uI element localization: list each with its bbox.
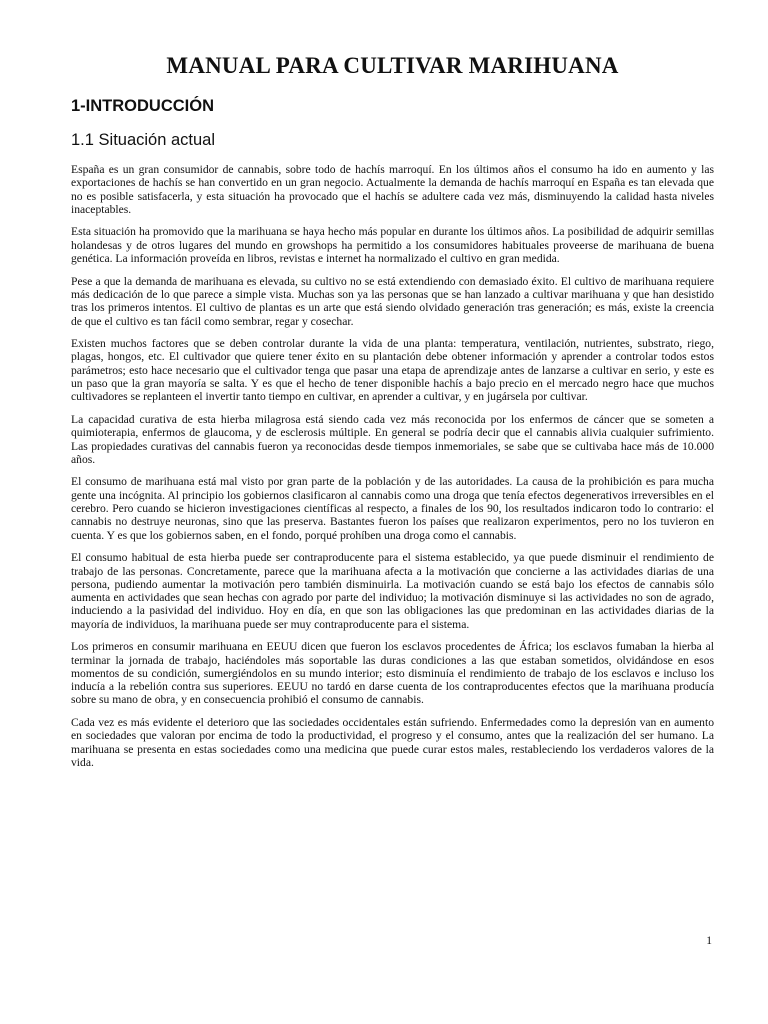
document-title: MANUAL PARA CULTIVAR MARIHUANA <box>166 53 619 78</box>
paragraph: Pese a que la demanda de marihuana es elevada, su cultivo no se está extendiendo con demasiado éxito. El cultivo de marihuana requiere más dedicación de lo que parece a simple vista. Muchas son ya las personas que se han lanzado a cultivar marihuana y que han desistido tras los primeros intentos. El cultivo de plantas es un arte que está siendo olvidado generación tras generación; es más, existe la creencia de que el cultivo es tan fácil como sembrar, regar y cosechar. <box>71 274 714 328</box>
paragraph: El consumo habitual de esta hierba puede ser contraproducente para el sistema establecido, ya que puede disminuir el rendimiento de trabajo de las personas. Concretamente, parece que la marihuana afecta a la motivación que concierne a las actividades diarias de una persona, pudiendo aumentar la motivación pero también disminuirla. La motivación cuando se está bajo los efectos de cannabis sólo aumenta en actividades que sean hechas con agrado por parte del individuo; la motivación disminuye si las actividades no son de agrado, induciendo a la pasividad del individuo. Hoy en día, en que son las obligaciones las que predominan en las actividades diarias de la mayoría de individuos, la marihuana puede ser muy contraproducente para el sistema. <box>71 551 714 631</box>
paragraph: Esta situación ha promovido que la marihuana se haya hecho más popular en durante los últimos años. La posibilidad de adquirir semillas holandesas y de otros lugares del mundo en growshops ha permitido a los consumidores habituales proveerse de marihuana de buena genética. La información proveída en libros, revistas e internet ha normalizado el cultivo en gran medida. <box>71 225 714 266</box>
subsection-heading: 1.1 Situación actual <box>71 131 216 149</box>
paragraph: España es un gran consumidor de cannabis, sobre todo de hachís marroquí. En los últimos años el consumo ha ido en aumento y las exportaciones de hachís se han convertido en un gran negocio. Actualmente la demanda de hachís marroquí en España es tan elevada que no es posible satisfacerla, y esta situación ha provocado que el hachís se adultere cada vez más, disminuyendo la calidad hasta niveles inaceptables. <box>71 163 714 216</box>
page-number: 1 <box>706 935 712 947</box>
section-heading: 1-INTRODUCCIÓN <box>71 97 214 115</box>
paragraph: Los primeros en consumir marihuana en EEUU dicen que fueron los esclavos procedentes de África; los esclavos fumaban la hierba al terminar la jornada de trabajo, haciéndoles más soportable las duras condiciones a las que estaban sometidos, olvidándose en esos momentos de su condición, sumergiéndolos en su mundo interior; esto disminuía el rendimiento de trabajo de los esclavos e incluso los inducía a la rebelión contra sus superiores. EEUU no tardó en darse cuenta de los contraproducentes efectos que la marihuana producía sobre su mano de obra, y en consecuencia prohibió el consumo de cannabis. <box>71 640 714 707</box>
paragraph: Cada vez es más evidente el deterioro que las sociedades occidentales están sufriendo. Enfermedades como la depresión van en aumento en sociedades que valoran por encima de todo la productividad, el progreso y el consumo, antes que la realización del ser humano. La marihuana se presenta en estas sociedades como una medicina que puede curar estos males, restableciendo los verdaderos valores de la vida. <box>71 716 714 769</box>
paragraph: La capacidad curativa de esta hierba milagrosa está siendo cada vez más reconocida por los enfermos de cáncer que se someten a quimioterapia, enfermos de glaucoma, y de esclerosis múltiple. En general se podría decir que el cannabis alivia cualquier sufrimiento. Las propiedades curativas del cannabis fueron ya reconocidas desde tiempos inmemoriales, se sabe que se cultivaba hace más de 10.000 años. <box>71 412 714 466</box>
paragraph: Existen muchos factores que se deben controlar durante la vida de una planta: temperatura, ventilación, nutrientes, substrato, riego, plagas, hongos, etc. El cultivador que quiere tener éxito en su plantación debe obtener información y aprender a controlar todos estos parámetros; esto hace necesario que el cultivador tenga que pasar una etapa de aprendizaje antes de lanzarse a cultivar en serio, y este es un paso que la gran mayoría se salta. Y es que el hecho de tener disponible hachís a bajo precio en el mercado negro hace que muchos cultivadores se replanteen el invertir tanto tiempo en cultivar, en aprender a cultivar, y en jugársela por cultivar. <box>71 337 714 404</box>
paragraph: El consumo de marihuana está mal visto por gran parte de la población y de las autoridades. La causa de la prohibición es para mucha gente una incógnita. Al principio los gobiernos clasificaron al cannabis como una droga que tenía efectos degenerativos irreversibles en el cerebro. Pero cuando se hicieron investigaciones científicas al respecto, a finales de los 90, los resultados indicaron todo lo contrario: el cannabis no destruye neuronas, sino que las preserva. Bastantes fueron los países que realizaron experimentos, pero no los tuvieron en cuenta. Y es que los gobiernos saben, en el fondo, porqué prohíben una droga como el cannabis. <box>71 475 714 542</box>
